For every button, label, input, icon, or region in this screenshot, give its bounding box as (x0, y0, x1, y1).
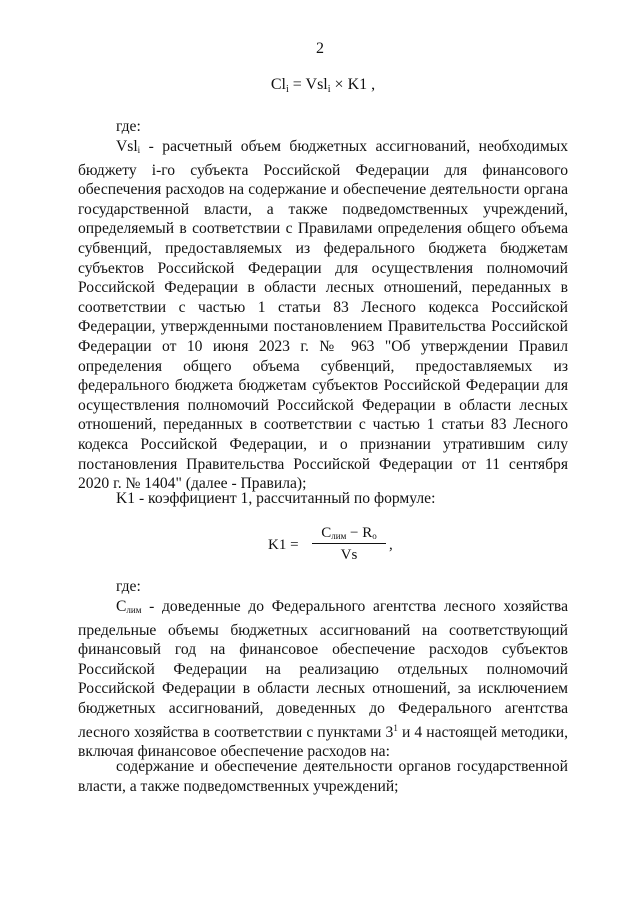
formula-k1-numerator (312, 524, 386, 542)
formula-cl-eq: = (288, 76, 306, 93)
formula-cl-vsl-sub: i (327, 84, 331, 95)
paragraph-vsl-text: - расчетный объем бюджетных ассигнований, необходимых бюджету i-го субъекта Российской Федерации для финансового обеспечения расходов на содержание и обеспечение деятельности органа государственной власти, а также подведомственных учреждений, определяемый в соответствии с Правилами определения общего объема субвенций, предоставляемых из федерального бюджета бюджетам субъектов Российской Федерации для осуществления полномочий Российской Федерации в области лесных отношений, переданных в соответствии с частью 1 статьи 83 Лесного кодекса Российской Федерации, утвержденными постановлением Правительства Российской Федерации от 10 июня 2023 г. № 963 "Об утверждении Правил определения общего объема субвенций, предоставляемых из федерального бюджета бюджетам субъектов Российской Федерации для осуществления полномочий Российской Федерации в области лесных отношений, переданных в соответствии с частью 1 статьи 83 Лесного кодекса Российской Федерации, и о признании утратившим силу постановления Правительства Российской Федерации от 11 сентября 2020 г. № 1404" (далее - Правила); (78, 138, 568, 493)
term-clim-sub: лим (126, 605, 142, 615)
where-label-2: где: (116, 578, 141, 595)
formula-k1-r-sub: о (372, 531, 377, 541)
formula-k1 (268, 524, 408, 568)
term-clim: C (116, 598, 127, 615)
paragraph-clim-sup: 1 (393, 722, 398, 733)
paragraph-k1 (78, 489, 568, 509)
where-label-1: где: (116, 118, 141, 135)
formula-k1-comma: , (389, 537, 393, 553)
formula-k1-denominator: Vs (340, 547, 358, 563)
paragraph-k1-text: K1 - коэффициент 1, рассчитанный по формуле: (116, 490, 436, 507)
formula-cl-vsl: Vsl (305, 76, 328, 93)
formula-k1-fraction (312, 524, 386, 564)
formula-cl-k1: K1 (347, 76, 368, 93)
formula-cl (0, 76, 640, 95)
formula-cl-times: × (330, 76, 348, 93)
formula-k1-c: C (321, 525, 332, 541)
fraction-bar (312, 543, 386, 544)
page-number: 2 (316, 40, 324, 57)
paragraph-maintenance-text: содержание и обеспечение деятельности органов государственной власти, а также подведомственных учреждений; (78, 758, 568, 795)
term-vsl-sub: i (137, 145, 141, 155)
formula-cl-lhs-sub: i (286, 84, 289, 95)
paragraph-clim-text-b: и 4 настоящей методики, включая финансовое обеспечение расходов на: (78, 723, 569, 761)
formula-k1-minus-r: − R (346, 525, 373, 541)
paragraph-maintenance (78, 757, 568, 796)
formula-k1-c-sub: лим (331, 531, 347, 541)
paragraph-clim-text-a: - доведенные до Федерального агентства лесного хозяйства предельные объемы бюджетных ассигнований на соответствующий финансовый год на финансовое обеспечение расходов субъектов Российской Федерации на реализацию отдельных полномочий Российской Федерации в области лесных отношений, за исключением бюджетных ассигнований, доведенных до Федерального агентства лесного хозяйства в соответствии с пунктами 3 (78, 598, 568, 741)
paragraph-clim (78, 597, 568, 762)
paragraph-vsl (78, 137, 568, 494)
formula-k1-lhs: K1 = (268, 537, 299, 553)
formula-cl-comma: , (367, 76, 376, 93)
term-vsl: Vsl (116, 138, 138, 155)
formula-cl-lhs: Cl (270, 76, 286, 93)
